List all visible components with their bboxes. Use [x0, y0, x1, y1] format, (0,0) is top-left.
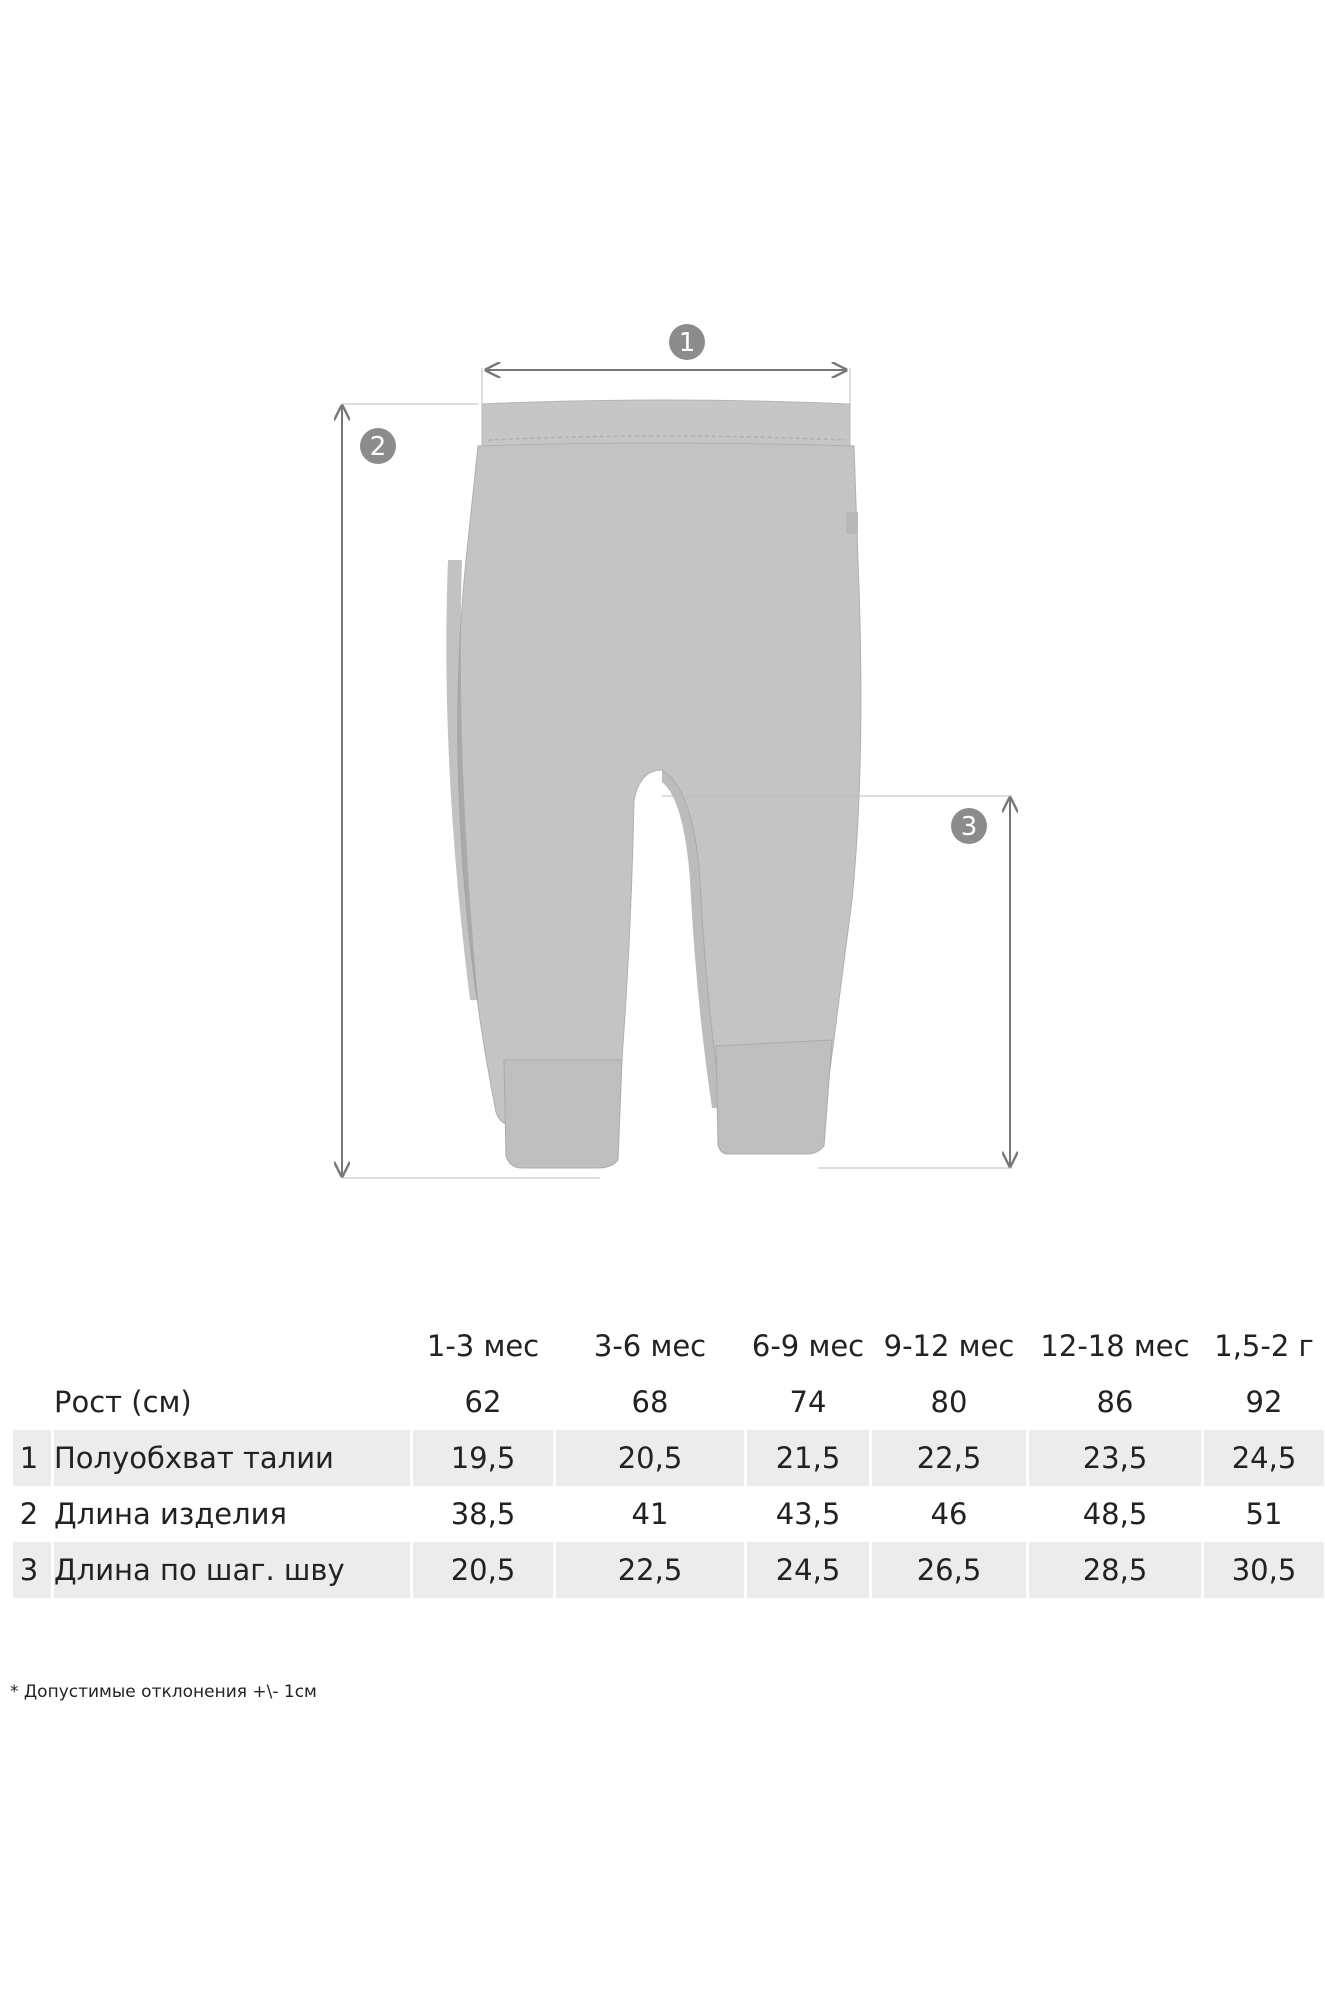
- table-cell: 22,5: [872, 1430, 1026, 1486]
- table-cell: 38,5: [450, 1497, 516, 1531]
- table-cell: 74: [789, 1385, 827, 1419]
- table-cell: 30,5: [1204, 1542, 1324, 1598]
- marker-3-label: 3: [960, 812, 978, 842]
- table-cell: 51: [1245, 1497, 1283, 1531]
- marker-1-label: 1: [678, 328, 696, 358]
- table-cell: 19,5: [413, 1430, 553, 1486]
- table-cell: 62: [464, 1385, 502, 1419]
- table-cell: 24,5: [747, 1542, 869, 1598]
- column-header: 3-6 мес: [593, 1329, 707, 1363]
- table-row: [13, 1542, 1324, 1598]
- table-cell: 20,5: [556, 1430, 744, 1486]
- table-cell: 92: [1245, 1385, 1283, 1419]
- table-cell: 24,5: [1204, 1430, 1324, 1486]
- age-header-row: [13, 1318, 1324, 1374]
- tolerance-footnote: * Допустимые отклонения +\- 1см: [10, 1682, 317, 1702]
- table-cell: 23,5: [1029, 1430, 1201, 1486]
- row-label: Длина по шаг. шву: [54, 1542, 410, 1598]
- row-label: Длина изделия: [54, 1497, 287, 1531]
- height-row: [13, 1374, 1324, 1430]
- table-cell: 28,5: [1029, 1542, 1201, 1598]
- row-label: Полуобхват талии: [54, 1430, 410, 1486]
- table-cell: 68: [631, 1385, 669, 1419]
- table-cell: 86: [1096, 1385, 1134, 1419]
- table-cell: 43,5: [775, 1497, 841, 1531]
- column-header: 1-3 мес: [426, 1329, 540, 1363]
- table-cell: 21,5: [747, 1430, 869, 1486]
- row-label: Рост (см): [54, 1385, 192, 1419]
- table-row: [13, 1486, 1324, 1542]
- column-header: 6-9 мес: [751, 1329, 865, 1363]
- row-number: 1: [13, 1430, 51, 1486]
- row-number: 3: [13, 1542, 51, 1598]
- table-cell: 46: [930, 1497, 968, 1531]
- table-cell: 41: [631, 1497, 669, 1531]
- table-cell: 22,5: [556, 1542, 744, 1598]
- table-cell: 48,5: [1082, 1497, 1148, 1531]
- size-table: [10, 1318, 1325, 1598]
- table-cell: 20,5: [413, 1542, 553, 1598]
- pants-illustration: [446, 400, 861, 1168]
- column-header: 1,5-2 г: [1214, 1329, 1314, 1363]
- table-cell: 26,5: [872, 1542, 1026, 1598]
- dimension-1-waist: [482, 324, 850, 404]
- column-header: 12-18 мес: [1040, 1329, 1190, 1363]
- table-cell: 80: [930, 1385, 968, 1419]
- column-header: 9-12 мес: [883, 1329, 1015, 1363]
- table-row: [13, 1430, 1324, 1486]
- marker-2-label: 2: [369, 432, 387, 462]
- row-number: 2: [19, 1497, 39, 1531]
